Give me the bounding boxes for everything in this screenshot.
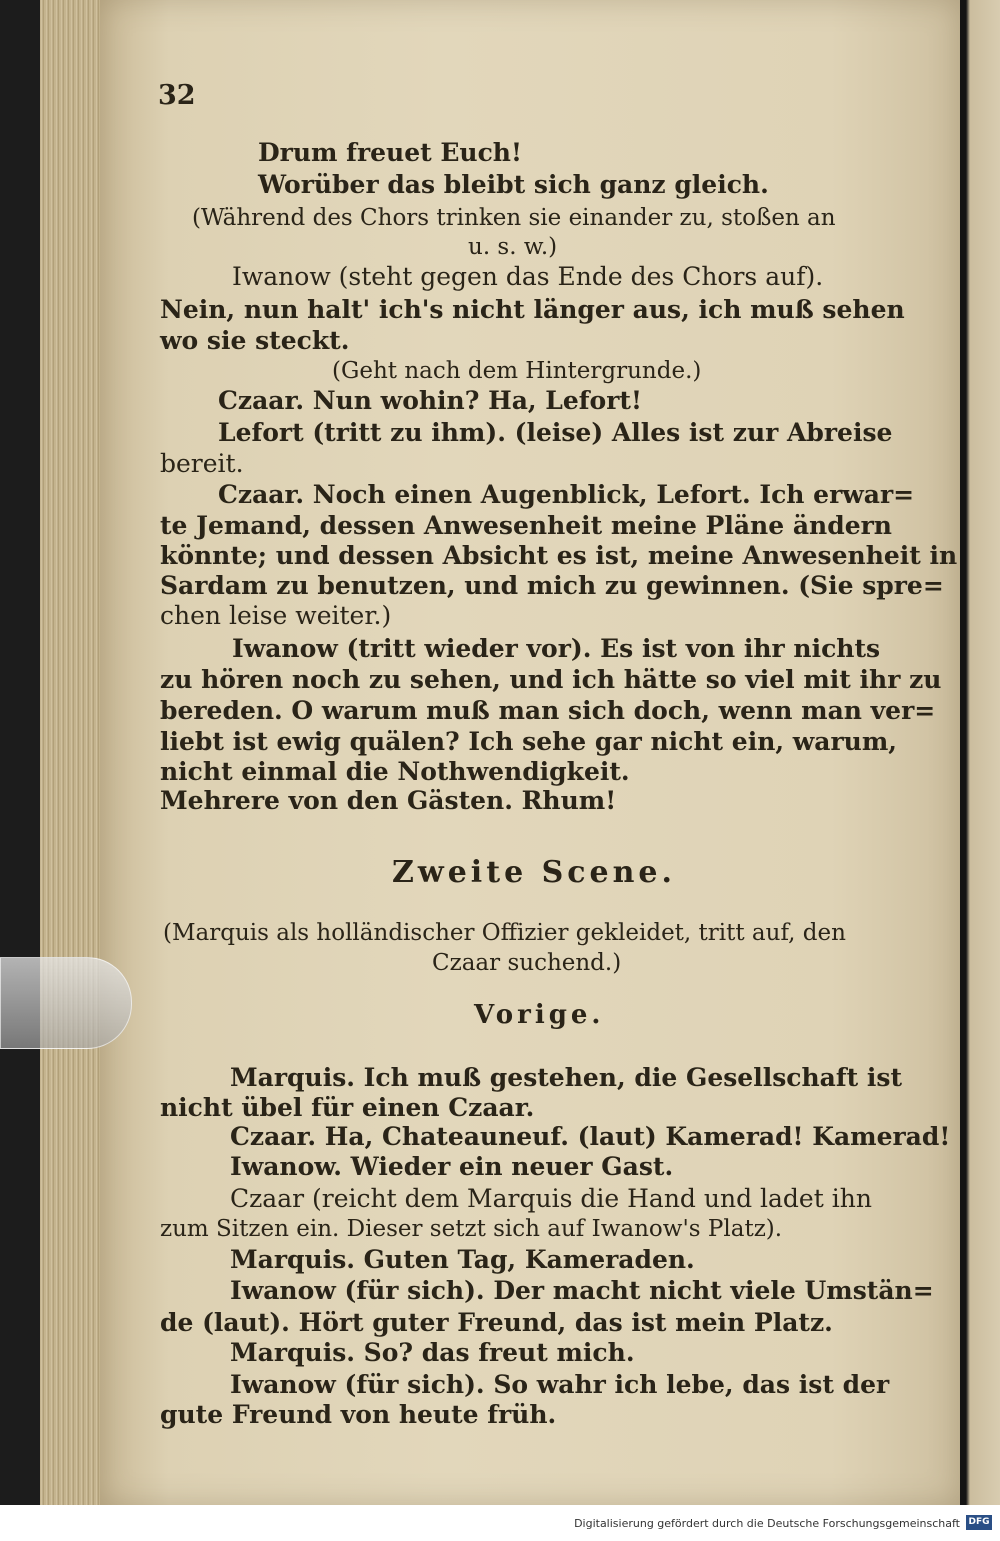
text-line: wo sie steckt. xyxy=(160,326,350,355)
stage-direction-line: Czaar suchend.) xyxy=(432,950,622,976)
text-line: Sardam zu benutzen, und mich zu gewinnen. (Sie spre= xyxy=(160,571,944,600)
dfg-logo: DFG xyxy=(966,1515,992,1530)
text-line: zu hören noch zu sehen, und ich hätte so viel mit ihr zu xyxy=(160,665,942,694)
scanner-clamp xyxy=(0,957,132,1049)
text-line: Marquis. Ich muß gestehen, die Gesellschaft ist xyxy=(230,1063,902,1092)
text-line: Drum freuet Euch! xyxy=(258,138,522,167)
facing-page-edge xyxy=(960,0,1000,1505)
text-line: Iwanow (tritt wieder vor). Es ist von ihr nichts xyxy=(232,634,881,663)
stage-direction-line: (Geht nach dem Hintergrunde.) xyxy=(332,358,702,384)
text-line: chen leise weiter.) xyxy=(160,601,392,630)
text-line: bereden. O warum muß man sich doch, wenn man ver= xyxy=(160,696,936,725)
text-line: Marquis. So? das freut mich. xyxy=(230,1338,635,1367)
text-line: Czaar. Nun wohin? Ha, Lefort! xyxy=(218,386,642,415)
text-line: nicht einmal die Nothwendigkeit. xyxy=(160,757,630,786)
text-line: Mehrere von den Gästen. Rhum! xyxy=(160,786,617,815)
digitization-footer xyxy=(0,1505,1000,1541)
text-line: zum Sitzen ein. Dieser setzt sich auf Iwanow's Platz). xyxy=(160,1216,783,1242)
text-line: Nein, nun halt' ich's nicht länger aus, ich muß sehen xyxy=(160,295,905,324)
text-line: Czaar. Ha, Chateauneuf. (laut) Kamerad! Kamerad! xyxy=(230,1122,951,1151)
text-line: liebt ist ewig quälen? Ich sehe gar nicht ein, warum, xyxy=(160,727,897,756)
vorige-heading: Vorige. xyxy=(474,1000,605,1030)
scene-heading: Zweite Scene. xyxy=(392,855,676,890)
text-line: te Jemand, dessen Anwesenheit meine Pläne ändern xyxy=(160,511,892,540)
text-line: Czaar. Noch einen Augenblick, Lefort. Ich erwar= xyxy=(218,480,915,509)
text-line: Iwanow (für sich). So wahr ich lebe, das ist der xyxy=(230,1370,890,1399)
text-line: könnte; und dessen Absicht es ist, meine Anwesenheit in xyxy=(160,541,958,570)
text-line: Iwanow. Wieder ein neuer Gast. xyxy=(230,1152,674,1181)
text-line: Iwanow (steht gegen das Ende des Chors auf). xyxy=(232,262,824,291)
text-line: Iwanow (für sich). Der macht nicht viele Umstän= xyxy=(230,1276,934,1305)
page-number: 32 xyxy=(158,80,196,111)
text-line: de (laut). Hört guter Freund, das ist mein Platz. xyxy=(160,1308,833,1337)
text-line: gute Freund von heute früh. xyxy=(160,1400,557,1429)
text-line: Lefort (tritt zu ihm). (leise) Alles ist zur Abreise xyxy=(218,418,893,447)
stage-direction-line: (Marquis als holländischer Offizier gekleidet, tritt auf, den xyxy=(163,920,846,946)
text-line: Czaar (reicht dem Marquis die Hand und ladet ihn xyxy=(230,1184,872,1213)
stage-direction-line: u. s. w.) xyxy=(468,234,558,260)
text-line: Marquis. Guten Tag, Kameraden. xyxy=(230,1245,695,1274)
text-line: nicht übel für einen Czaar. xyxy=(160,1093,535,1122)
text-line: bereit. xyxy=(160,449,244,478)
footer-credit: Digitalisierung gefördert durch die Deutsche Forschungsgemeinschaft xyxy=(574,1517,960,1530)
text-line: Worüber das bleibt sich ganz gleich. xyxy=(258,170,769,199)
stage-direction-line: (Während des Chors trinken sie einander zu, stoßen an xyxy=(192,205,836,231)
